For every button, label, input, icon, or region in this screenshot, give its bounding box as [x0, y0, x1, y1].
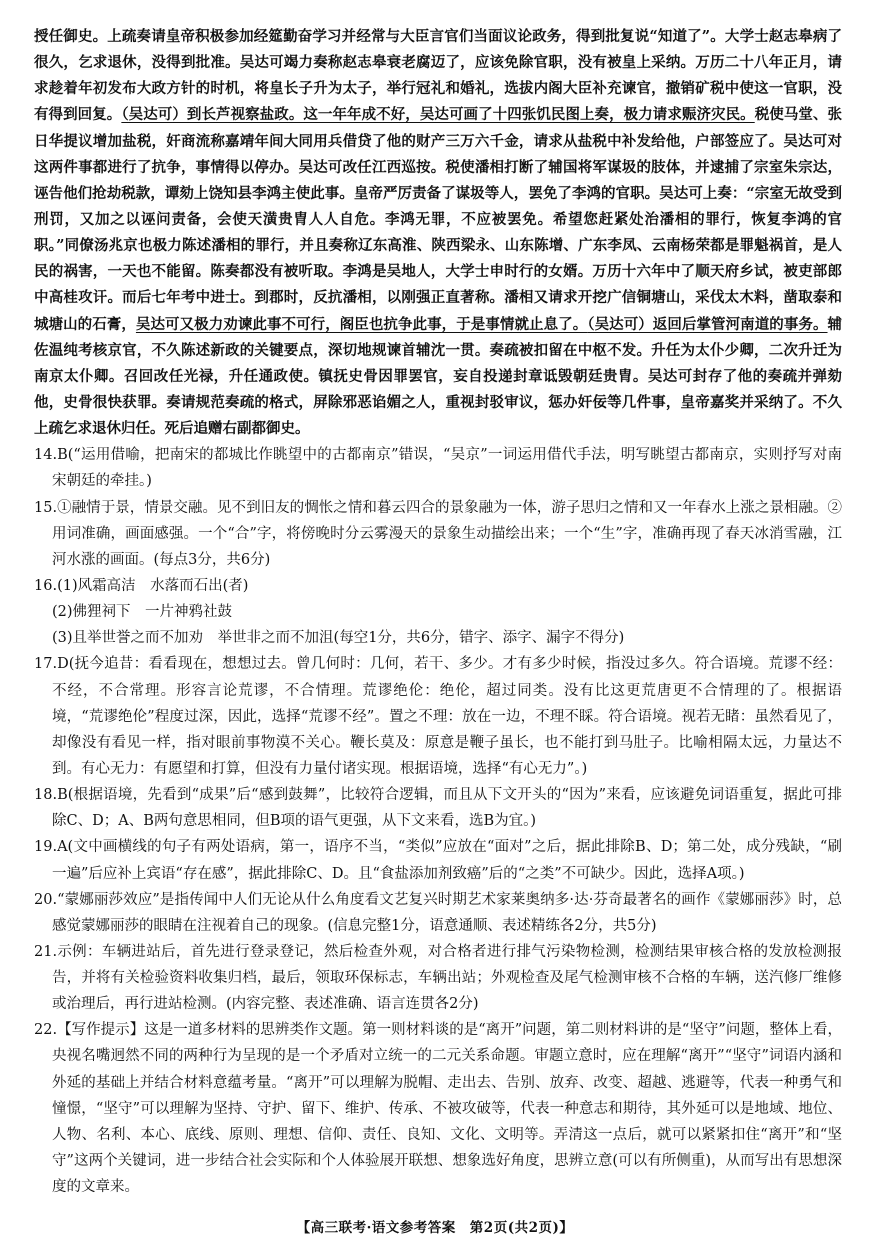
answer-19 [34, 834, 842, 886]
answer-16 [34, 573, 842, 599]
answer-number: 18. [34, 787, 58, 804]
answer-16-part-3 [34, 625, 842, 651]
page-footer: 【高三联考·语文参考答案 第2页(共2页)】 [296, 1220, 574, 1236]
answer-text: ①融情于景，情景交融。见不到旧友的惆怅之情和暮云四合的景象融为一体，游子思归之情和又一年春水上涨之景相融。②用词准确，画面感强。一个“合”字，将傍晚时分云雾漫天的景象生动描绘出来；一个“生”字，准确再现了春天冰消雪融，江河水涨的画面。(每点3分，共6分) [52, 499, 842, 568]
answer-text: 示例：车辆进站后，首先进行登录登记，然后检查外观，对合格者进行排气污染物检测，检测结果审核合格的发放检测报告，并将有关检验资料收集归档，最后，领取环保标志，车辆出站；外观检查及尾气检测审核不合格的车辆，送汽修厂维修或治理后，再行进站检测。(内容完整、表述准确、语言连贯各2分) [52, 943, 842, 1013]
answer-text: (2)佛狸祠下 一片神鸦社鼓 [52, 604, 233, 621]
answer-22 [34, 1017, 842, 1200]
translation-part-2: 税使马堂、张日华提议增加盐税，奸商流称嘉靖年间大同用兵借贷了他的财产三万六千金，请求从盐税中补发给他，户部签应了。吴达可对这两件事都进行了抗争，事情得以停办。吴达可改任江西巡按。税使潘相打断了辅国将军谋圾的肢体，并逮捕了宗室朱宗达，诬告他们抢劫税款，谭劾上饶知县李鸿主使此事。皇帝严厉责备了谋圾等人，罢免了李鸿的官职。吴达可上奏：“宗室无故受到刑罚，又加之以诬问责备，会使天潢贵胄人人自危。李鸿无罪，不应被罢免。希望您赶紧处治潘相的罪行，恢复李鸿的官职。”同僚汤兆京也极力陈述潘相的罪行，并且奏称辽东高淮、陕西梁永、山东陈增、广东李凤、云南杨荣都是罪魁祸首，是人民的祸害，一天也不能留。陈奏都没有被听取。李鸿是吴地人，大学士申时行的女婿。万历十六年中了顺天府乡试，被吏部郎中高桂攻讦。而后七年考中进士。到郡时，反抗潘相，以刚强正直著称。潘相又请求开挖广信铜塘山，采伐太木料，凿取泰和城塘山的石膏， [34, 106, 843, 333]
answer-number: 21. [34, 943, 58, 960]
answer-text: B(根据语境，先看到“成果”后“感到鼓舞”，比较符合逻辑，而且从下文开头的“因为”来看，应该避免词语重复，据此可排除C、D；A、B两句意思相同，但B项的语气更强，从下文来看，选B为宜。) [52, 787, 842, 830]
answer-number: 15. [34, 499, 58, 516]
translation-part-1: 授任御史。上疏奏请皇帝积极参加经筵勤奋学习并经常与大臣言官们当面议论政务，得到批复说“知道了”。大学士赵志皋病了很久，乞求退休，没得到批准。吴达可竭力奏称赵志皋衰老腐迈了，应该免除官职，没有被皇上采纳。万历二十八年正月，请求趁着年初发布大政方针的时机，将皇长子升为太子，举行冠礼和婚礼，选拔内阁大臣补充谏官，撤销矿税中使这一官职，没有得到回复。 [34, 28, 842, 124]
answer-text: (1)风霜高洁 水落而石出(者) [57, 577, 249, 594]
answer-14 [34, 442, 842, 494]
answer-17 [34, 651, 842, 782]
answer-number: 14. [34, 447, 58, 464]
answer-text: (3)且举世誉之而不加劝 举世非之而不加沮(每空1分，共6分，错字、添字、漏字不得分) [52, 630, 625, 647]
translation-underline-2: 吴达可又极力劝谏此事不可行，阁臣也抗争此事，于是事情就止息了。 [135, 315, 588, 333]
answer-16-part-2 [34, 599, 842, 625]
answer-21 [34, 939, 842, 1017]
answer-text: 【写作提示】这是一道多材料的思辨类作文题。第一则材料谈的是“离开”问题，第二则材料讲的是“坚守”问题，整体上看，央视名嘴迥然不同的两种行为呈现的是一个矛盾对立统一的二元关系命题。审题立意时，应在理解“离开”“坚守”词语内涵和外延的基础上并结合材料意蕴考量。“离开”可以理解为脱帽、走出去、告别、放弃、改变、超越、逃避等，代表一种勇气和憧憬，“坚守”可以理解为坚持、守护、留下、维护、传承、不被攻破等，代表一种意志和期待，其外延可以是地域、地位、人物、名利、本心、底线、原则、理想、信仰、责任、良知、文化、文明等。弄清这一点后，就可以紧紧扣住“离开”和“坚守”这两个关键词，进一步结合社会实际和个人体验展开联想、想象选好角度，思辨立意(可以有所侧重)，从而写出有思想深度的文章来。 [52, 1022, 842, 1196]
answer-15 [34, 495, 842, 573]
translation-underline-1: （吴达可）到长芦视察盐政。这一年年成不好，吴达可画了十四张饥民图上奏，极力请求赈济灾民。 [121, 106, 755, 124]
answer-body [34, 24, 842, 1200]
answer-text: B(“运用借喻，把南宋的都城比作眺望中的古都南京”错误，“吴京”一词运用借代手法，明写眺望古都南京，实则抒写对南宋朝廷的牵挂。) [52, 447, 842, 490]
answer-text: D(抚今追昔：看看现在，想想过去。曾几何时：几何，若干、多少。才有多少时候，指没过多久。符合语境。荒谬不经：不经，不合常理。形容言论荒谬，不合情理。荒谬绝伦：绝伦，超过同类。没有比这更荒唐更不合情理的了。根据语境，“荒谬绝伦”程度过深，因此，选择“荒谬不经”。置之不理：放在一边，不理不睬。符合语境。视若无睹：虽然看见了，却像没有看见一样，指对眼前事物漠不关心。鞭长莫及：原意是鞭子虽长，也不能打到马肚子。比喻相隔太远，力量达不到。有心无力：有愿望和打算，但没有力量付诸实现。根据语境，选择“有心无力”。) [52, 656, 842, 777]
answer-text: A(文中画横线的句子有两处语病，第一，语序不当，“类似”应放在“面对”之后，据此排除B、D；第二处，成分残缺，“刷一遍”后应补上宾语“存在感”，据此排除C、D。且“食盐添加剂致癌”后的“之类”不可缺少。因此，选择A项。) [52, 839, 842, 882]
answer-number: 17. [34, 656, 58, 673]
answer-text: “蒙娜丽莎效应”是指传闻中人们无论从什么角度看文艺复兴时期艺术家莱奥纳多·达·芬奇最著名的画作《蒙娜丽莎》时，总感觉蒙娜丽莎的眼睛在注视着自己的现象。(信息完整1分，语意通顺、表述精练各2分，共5分) [52, 891, 842, 934]
answer-number: 20. [34, 891, 58, 908]
translation-part-3: 辅佐温纯考核京官，不久陈述新政的关键要点，深切地规谏首辅沈一贯。奏疏被扣留在中枢不发。升任为太仆少卿，二次升迁为南京太仆卿。召回改任光禄，升任通政使。镇抚史骨因罪罢官，妄自投递封章诋毁朝廷贵胄。吴达可封存了他的奏疏并弹劾他，史骨很快获罪。奏请规范奏疏的格式，屏除邪恶谄媚之人，重视封驳审议，惩办奸佞等几件事，皇帝嘉奖并采纳了。不久上疏乞求退休归任。死后追赠右副都御史。 [34, 315, 843, 438]
answer-number: 16. [34, 577, 58, 594]
answer-number: 19. [34, 839, 58, 856]
translation-paragraph [34, 24, 842, 442]
answer-number: 22. [34, 1022, 58, 1039]
answer-20 [34, 887, 842, 939]
answer-18 [34, 782, 842, 834]
translation-underline-3: （吴达可）返回后掌管河南道的事务。 [587, 315, 828, 333]
